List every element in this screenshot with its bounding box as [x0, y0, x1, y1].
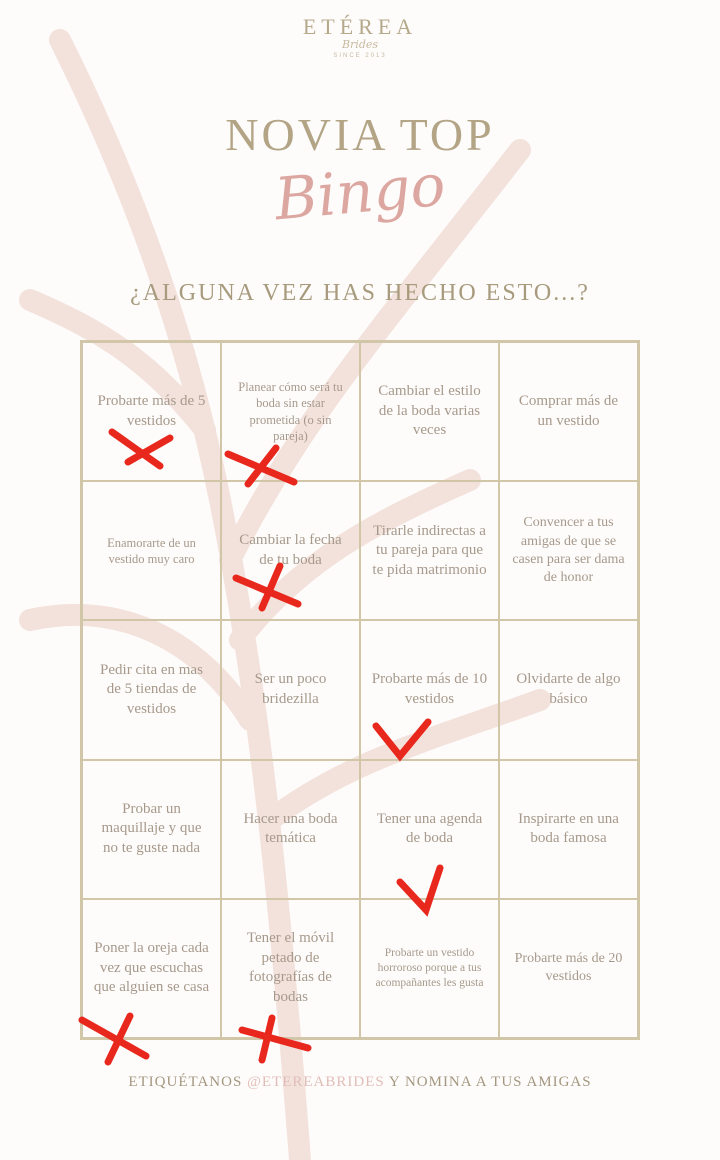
question-heading: ¿ALGUNA VEZ HAS HECHO ESTO...? — [130, 280, 590, 306]
bingo-cell: Convencer a tus amigas de que se casen para ser dama de honor — [499, 481, 638, 620]
brand-since: SINCE 2013 — [333, 53, 387, 59]
bingo-cell: Ser un poco bridezilla — [221, 620, 360, 759]
bingo-cell: Tirarle indirectas a tu pareja para que te pida matrimonio — [360, 481, 499, 620]
footer-prefix: ETIQUÉTANOS — [128, 1074, 248, 1090]
instagram-handle-link[interactable]: @ETEREABRIDES — [247, 1074, 385, 1090]
bingo-cell: Planear cómo será tu boda sin estar prometida (o sin pareja) — [221, 342, 360, 481]
bingo-cell: Enamorarte de un vestido muy caro — [82, 481, 221, 620]
footer-suffix: Y NOMINA A TUS AMIGAS — [384, 1074, 592, 1090]
bingo-cell: Inspirarte en una boda famosa — [499, 760, 638, 899]
bingo-cell: Probarte más de 10 vestidos — [360, 620, 499, 759]
bingo-cell: Tener el móvil petado de fotografías de bodas — [221, 899, 360, 1038]
page-title: NOVIA TOP — [225, 109, 495, 160]
bingo-cell: Comprar más de un vestido — [499, 342, 638, 481]
bingo-cell: Probar un maquillaje y que no te guste nada — [82, 760, 221, 899]
brand-name: ETÉREA — [302, 14, 418, 39]
bingo-cell: Pedir cita en mas de 5 tiendas de vestidos — [82, 620, 221, 759]
footer-text — [100, 1072, 620, 1092]
bingo-cell: Hacer una boda temática — [221, 760, 360, 899]
brand-sub: Brides — [341, 38, 379, 51]
page-subtitle: Bingo — [272, 150, 448, 234]
bingo-cell: Probarte más de 20 vestidos — [499, 899, 638, 1038]
bingo-cell: Olvidarte de algo básico — [499, 620, 638, 759]
bingo-cell: Tener una agenda de boda — [360, 760, 499, 899]
bingo-grid — [80, 340, 640, 1040]
bingo-cell: Probarte un vestido horroroso porque a tus acompañantes les gusta — [360, 899, 499, 1038]
bingo-cell: Cambiar la fecha de tu boda — [221, 481, 360, 620]
bingo-cell: Cambiar el estilo de la boda varias veces — [360, 342, 499, 481]
bingo-cell: Poner la oreja cada vez que escuchas que alguien se casa — [82, 899, 221, 1038]
bingo-cell: Probarte más de 5 vestidos — [82, 342, 221, 481]
brand-logo — [0, 14, 720, 59]
